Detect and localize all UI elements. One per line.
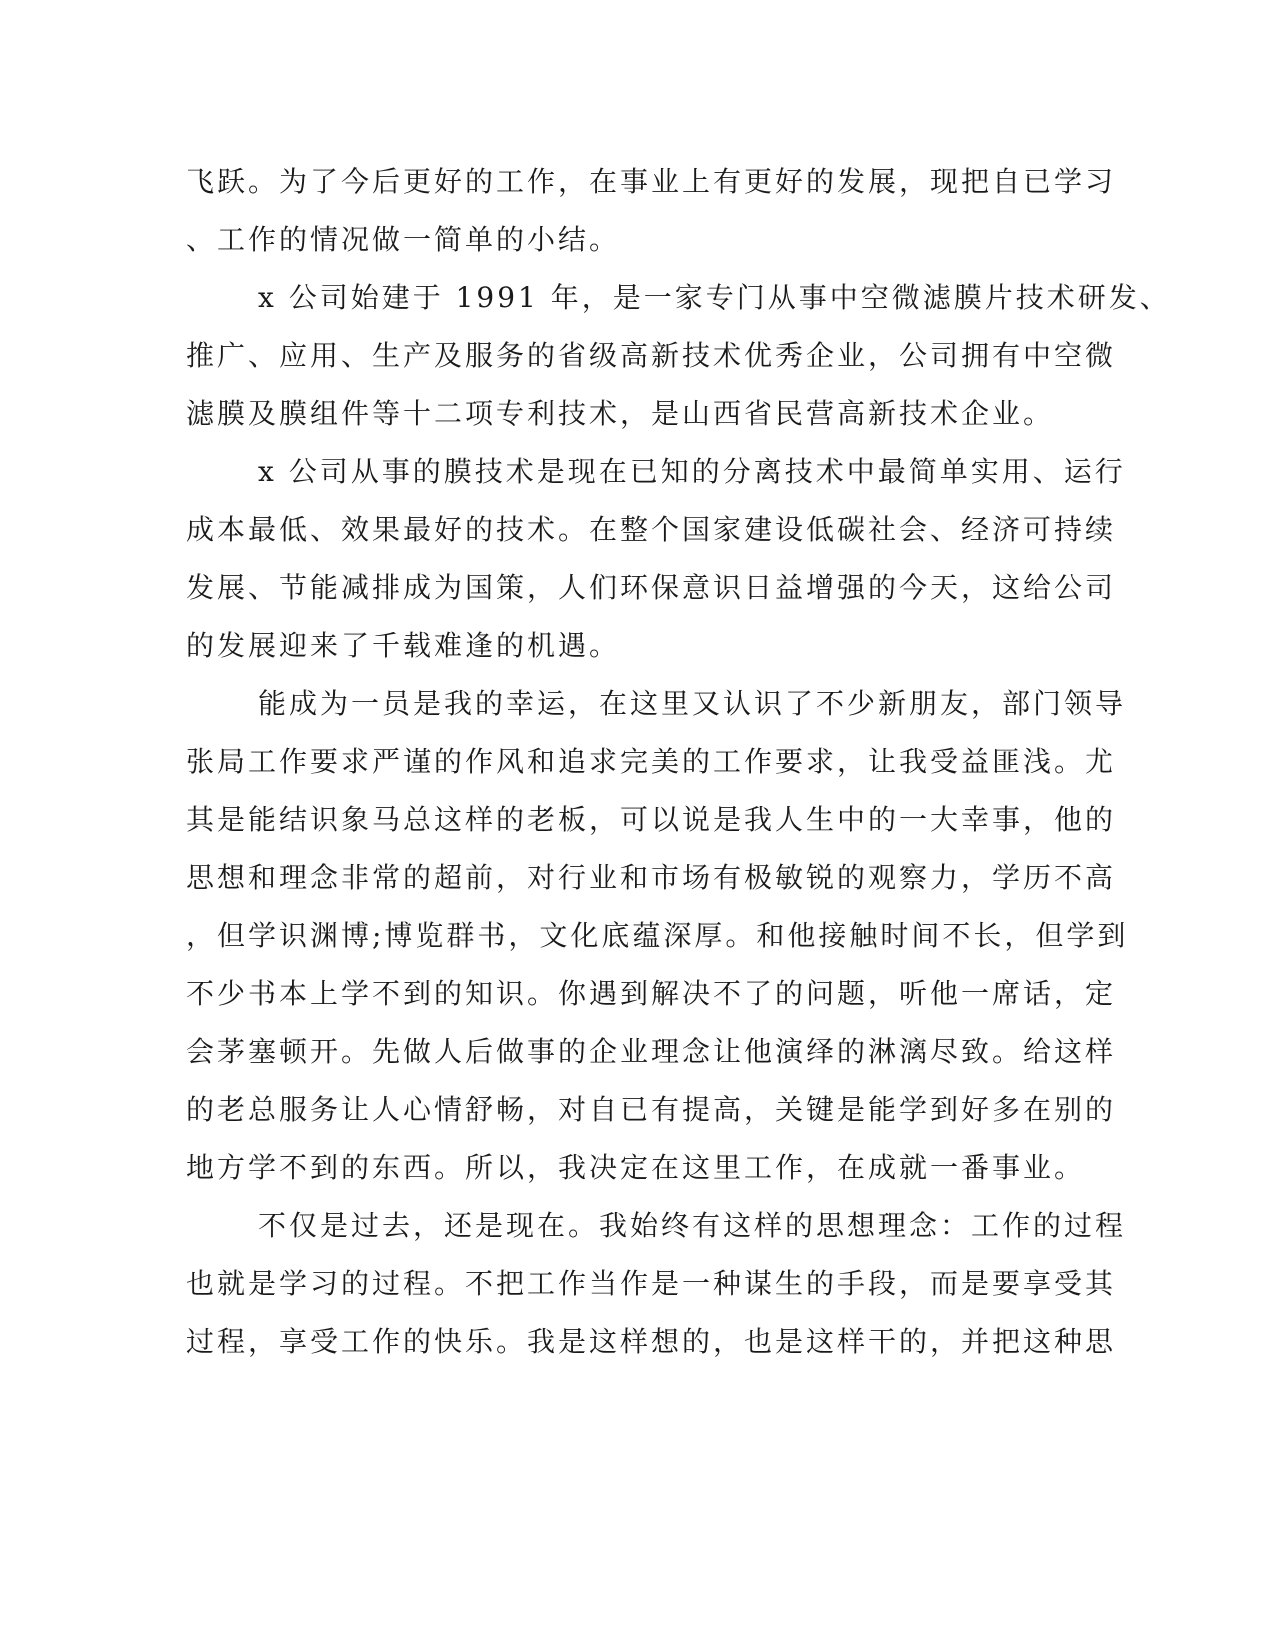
text-line: 思想和理念非常的超前，对行业和市场有极敏锐的观察力，学历不高	[186, 861, 1117, 894]
paragraph-first-line: x 公司始建于 1991 年，是一家专门从事中空微滤膜片技术研发、	[258, 281, 1171, 314]
text-line: 的发展迎来了千载难逢的机遇。	[186, 629, 621, 662]
paragraph-first-line: 能成为一员是我的幸运，在这里又认识了不少新朋友，部门领导	[258, 687, 1127, 720]
text-line: ，但学识渊博;博览群书，文化底蕴深厚。和他接触时间不长，但学到	[186, 919, 1129, 952]
text-line: 成本最低、效果最好的技术。在整个国家建设低碳社会、经济可持续	[186, 513, 1117, 546]
text-line: 推广、应用、生产及服务的省级高新技术优秀企业，公司拥有中空微	[186, 339, 1117, 372]
text-line: 滤膜及膜组件等十二项专利技术，是山西省民营高新技术企业。	[186, 397, 1055, 430]
text-line: 的老总服务让人心情舒畅，对自已有提高，关键是能学到好多在别的	[186, 1093, 1117, 1126]
text-line: 会茅塞顿开。先做人后做事的企业理念让他演绎的淋漓尽致。给这样	[186, 1035, 1117, 1068]
text-line: 飞跃。为了今后更好的工作，在事业上有更好的发展，现把自已学习	[186, 165, 1117, 198]
text-line: 不少书本上学不到的知识。你遇到解决不了的问题，听他一席话，定	[186, 977, 1117, 1010]
text-line: 、工作的情况做一简单的小结。	[186, 223, 621, 256]
text-line: 其是能结识象马总这样的老板，可以说是我人生中的一大幸事，他的	[186, 803, 1117, 836]
text-line: 地方学不到的东西。所以，我决定在这里工作，在成就一番事业。	[186, 1151, 1086, 1184]
text-line: 也就是学习的过程。不把工作当作是一种谋生的手段，而是要享受其	[186, 1267, 1117, 1300]
paragraph-first-line: x 公司从事的膜技术是现在已知的分离技术中最简单实用、运行	[258, 455, 1126, 488]
text-line: 发展、节能减排成为国策，人们环保意识日益增强的今天，这给公司	[186, 571, 1117, 604]
text-line: 过程，享受工作的快乐。我是这样想的，也是这样干的，并把这种思	[186, 1325, 1117, 1358]
text-line: 张局工作要求严谨的作风和追求完美的工作要求，让我受益匪浅。尤	[186, 745, 1117, 778]
paragraph-first-line: 不仅是过去，还是现在。我始终有这样的思想理念：工作的过程	[258, 1209, 1127, 1242]
